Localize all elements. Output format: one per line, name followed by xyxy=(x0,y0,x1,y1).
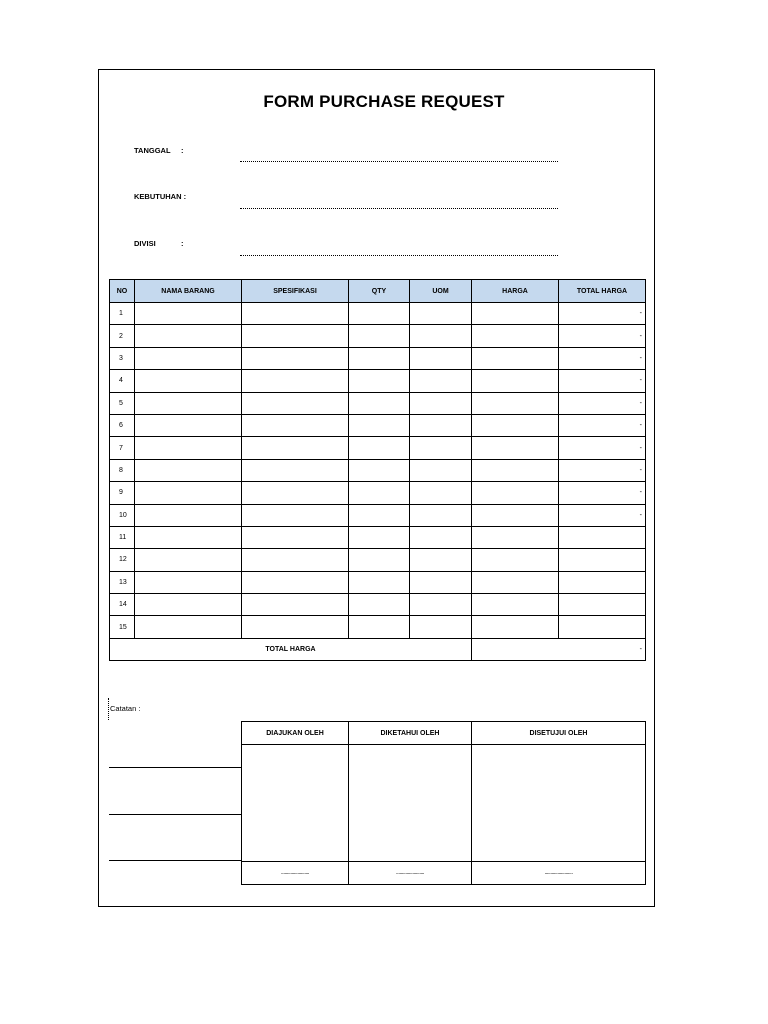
spesifikasi-cell[interactable] xyxy=(242,616,349,638)
header-qty: QTY xyxy=(349,280,410,303)
total-harga-cell xyxy=(559,526,646,548)
harga-cell[interactable] xyxy=(472,303,559,325)
spesifikasi-cell[interactable] xyxy=(242,459,349,481)
tanggal-label: TANGGAL xyxy=(134,146,171,155)
uom-cell[interactable] xyxy=(410,437,472,459)
header-total-harga: TOTAL HARGA xyxy=(559,280,646,303)
spesifikasi-cell[interactable] xyxy=(242,504,349,526)
qty-cell[interactable] xyxy=(349,594,410,616)
table-row xyxy=(110,370,646,392)
kebutuhan-input-line[interactable] xyxy=(240,208,558,209)
total-harga-label: TOTAL HARGA xyxy=(110,638,472,660)
total-harga-cell: - xyxy=(559,370,646,392)
harga-cell[interactable] xyxy=(472,526,559,548)
harga-cell[interactable] xyxy=(472,594,559,616)
total-harga-cell: - xyxy=(559,504,646,526)
uom-cell[interactable] xyxy=(410,594,472,616)
harga-cell[interactable] xyxy=(472,616,559,638)
note-line-2[interactable] xyxy=(109,814,241,815)
uom-cell[interactable] xyxy=(410,347,472,369)
nama-barang-cell[interactable] xyxy=(135,459,242,481)
total-row xyxy=(110,638,646,660)
row-no-cell: 14 xyxy=(110,594,135,616)
nama-barang-cell[interactable] xyxy=(135,616,242,638)
catatan-label: Catatan : xyxy=(110,704,141,713)
spesifikasi-cell[interactable] xyxy=(242,392,349,414)
tanggal-input-line[interactable] xyxy=(240,161,558,162)
table-row xyxy=(110,347,646,369)
harga-cell[interactable] xyxy=(472,571,559,593)
total-harga-cell: - xyxy=(559,325,646,347)
items-table xyxy=(109,279,646,661)
uom-cell[interactable] xyxy=(410,459,472,481)
qty-cell[interactable] xyxy=(349,303,410,325)
row-no-cell: 11 xyxy=(110,526,135,548)
uom-cell[interactable] xyxy=(410,414,472,436)
diketahui-signature-box[interactable] xyxy=(349,745,472,862)
qty-cell[interactable] xyxy=(349,347,410,369)
harga-cell[interactable] xyxy=(472,347,559,369)
qty-cell[interactable] xyxy=(349,459,410,481)
uom-cell[interactable] xyxy=(410,616,472,638)
total-harga-cell: - xyxy=(559,303,646,325)
spesifikasi-cell[interactable] xyxy=(242,347,349,369)
spesifikasi-cell[interactable] xyxy=(242,571,349,593)
header-spesifikasi: SPESIFIKASI xyxy=(242,280,349,303)
disetujui-signature-box[interactable] xyxy=(472,745,646,862)
uom-cell[interactable] xyxy=(410,325,472,347)
note-line-1[interactable] xyxy=(109,767,241,768)
row-no-cell: 8 xyxy=(110,459,135,481)
diajukan-oleh-header: DIAJUKAN OLEH xyxy=(242,722,349,745)
table-row xyxy=(110,526,646,548)
harga-cell[interactable] xyxy=(472,549,559,571)
spesifikasi-cell[interactable] xyxy=(242,549,349,571)
uom-cell[interactable] xyxy=(410,370,472,392)
kebutuhan-label: KEBUTUHAN : xyxy=(134,192,187,201)
row-no-cell: 12 xyxy=(110,549,135,571)
total-harga-cell: - xyxy=(559,392,646,414)
tanggal-colon: : xyxy=(181,146,184,155)
table-row xyxy=(110,414,646,436)
harga-cell[interactable] xyxy=(472,325,559,347)
header-harga: HARGA xyxy=(472,280,559,303)
diketahui-oleh-header: DIKETAHUI OLEH xyxy=(349,722,472,745)
total-harga-value: - xyxy=(472,638,646,660)
harga-cell[interactable] xyxy=(472,459,559,481)
form-title: FORM PURCHASE REQUEST xyxy=(263,92,505,111)
row-no-cell: 3 xyxy=(110,347,135,369)
qty-cell[interactable] xyxy=(349,370,410,392)
table-row xyxy=(110,482,646,504)
table-row xyxy=(110,325,646,347)
qty-cell[interactable] xyxy=(349,437,410,459)
nama-barang-cell[interactable] xyxy=(135,414,242,436)
qty-cell[interactable] xyxy=(349,325,410,347)
nama-barang-cell[interactable] xyxy=(135,526,242,548)
row-no-cell: 6 xyxy=(110,414,135,436)
divisi-colon: : xyxy=(181,239,184,248)
signature-table xyxy=(241,721,646,885)
total-harga-cell xyxy=(559,549,646,571)
nama-barang-cell[interactable] xyxy=(135,504,242,526)
spesifikasi-cell[interactable] xyxy=(242,370,349,392)
qty-cell[interactable] xyxy=(349,414,410,436)
signature-space-row xyxy=(242,745,646,862)
qty-cell[interactable] xyxy=(349,504,410,526)
qty-cell[interactable] xyxy=(349,571,410,593)
total-harga-cell: - xyxy=(559,414,646,436)
nama-barang-cell[interactable] xyxy=(135,437,242,459)
nama-barang-cell[interactable] xyxy=(135,325,242,347)
harga-cell[interactable] xyxy=(472,414,559,436)
nama-barang-cell[interactable] xyxy=(135,370,242,392)
harga-cell[interactable] xyxy=(472,437,559,459)
uom-cell[interactable] xyxy=(410,482,472,504)
total-harga-cell: - xyxy=(559,459,646,481)
table-row xyxy=(110,459,646,481)
nama-barang-cell[interactable] xyxy=(135,482,242,504)
table-row xyxy=(110,594,646,616)
nama-barang-cell[interactable] xyxy=(135,571,242,593)
diketahui-name-line[interactable]: ........................ xyxy=(349,862,472,885)
total-harga-cell xyxy=(559,594,646,616)
signature-header-row xyxy=(242,722,646,745)
total-harga-cell: - xyxy=(559,437,646,459)
uom-cell[interactable] xyxy=(410,571,472,593)
table-row xyxy=(110,549,646,571)
total-harga-cell xyxy=(559,616,646,638)
spesifikasi-cell[interactable] xyxy=(242,482,349,504)
qty-cell[interactable] xyxy=(349,549,410,571)
harga-cell[interactable] xyxy=(472,370,559,392)
table-row xyxy=(110,616,646,638)
table-header-row xyxy=(110,280,646,303)
table-row xyxy=(110,437,646,459)
row-no-cell: 5 xyxy=(110,392,135,414)
header-no: NO xyxy=(110,280,135,303)
spesifikasi-cell[interactable] xyxy=(242,414,349,436)
spesifikasi-cell[interactable] xyxy=(242,303,349,325)
divisi-label: DIVISI xyxy=(134,239,156,248)
qty-cell[interactable] xyxy=(349,526,410,548)
row-no-cell: 7 xyxy=(110,437,135,459)
spesifikasi-cell[interactable] xyxy=(242,594,349,616)
spesifikasi-cell[interactable] xyxy=(242,526,349,548)
nama-barang-cell[interactable] xyxy=(135,303,242,325)
harga-cell[interactable] xyxy=(472,482,559,504)
table-row xyxy=(110,392,646,414)
row-no-cell: 1 xyxy=(110,303,135,325)
table-row xyxy=(110,303,646,325)
total-harga-cell xyxy=(559,571,646,593)
uom-cell[interactable] xyxy=(410,549,472,571)
spesifikasi-cell[interactable] xyxy=(242,325,349,347)
uom-cell[interactable] xyxy=(410,504,472,526)
table-row xyxy=(110,571,646,593)
uom-cell[interactable] xyxy=(410,392,472,414)
nama-barang-cell[interactable] xyxy=(135,392,242,414)
table-row xyxy=(110,504,646,526)
note-line-3[interactable] xyxy=(109,860,241,861)
disetujui-name-line[interactable]: ........................ xyxy=(472,862,646,885)
diajukan-name-line[interactable]: ........................ xyxy=(242,862,349,885)
header-uom: UOM xyxy=(410,280,472,303)
row-no-cell: 10 xyxy=(110,504,135,526)
qty-cell[interactable] xyxy=(349,392,410,414)
divisi-input-line[interactable] xyxy=(240,255,558,256)
row-no-cell: 9 xyxy=(110,482,135,504)
uom-cell[interactable] xyxy=(410,526,472,548)
row-no-cell: 4 xyxy=(110,370,135,392)
harga-cell[interactable] xyxy=(472,504,559,526)
header-nama-barang: NAMA BARANG xyxy=(135,280,242,303)
uom-cell[interactable] xyxy=(410,303,472,325)
total-harga-cell: - xyxy=(559,347,646,369)
qty-cell[interactable] xyxy=(349,616,410,638)
spesifikasi-cell[interactable] xyxy=(242,437,349,459)
nama-barang-cell[interactable] xyxy=(135,549,242,571)
total-harga-cell: - xyxy=(559,482,646,504)
nama-barang-cell[interactable] xyxy=(135,347,242,369)
nama-barang-cell[interactable] xyxy=(135,594,242,616)
qty-cell[interactable] xyxy=(349,482,410,504)
disetujui-oleh-header: DISETUJUI OLEH xyxy=(472,722,646,745)
row-no-cell: 13 xyxy=(110,571,135,593)
row-no-cell: 15 xyxy=(110,616,135,638)
diajukan-signature-box[interactable] xyxy=(242,745,349,862)
signature-name-row xyxy=(242,862,646,885)
harga-cell[interactable] xyxy=(472,392,559,414)
row-no-cell: 2 xyxy=(110,325,135,347)
